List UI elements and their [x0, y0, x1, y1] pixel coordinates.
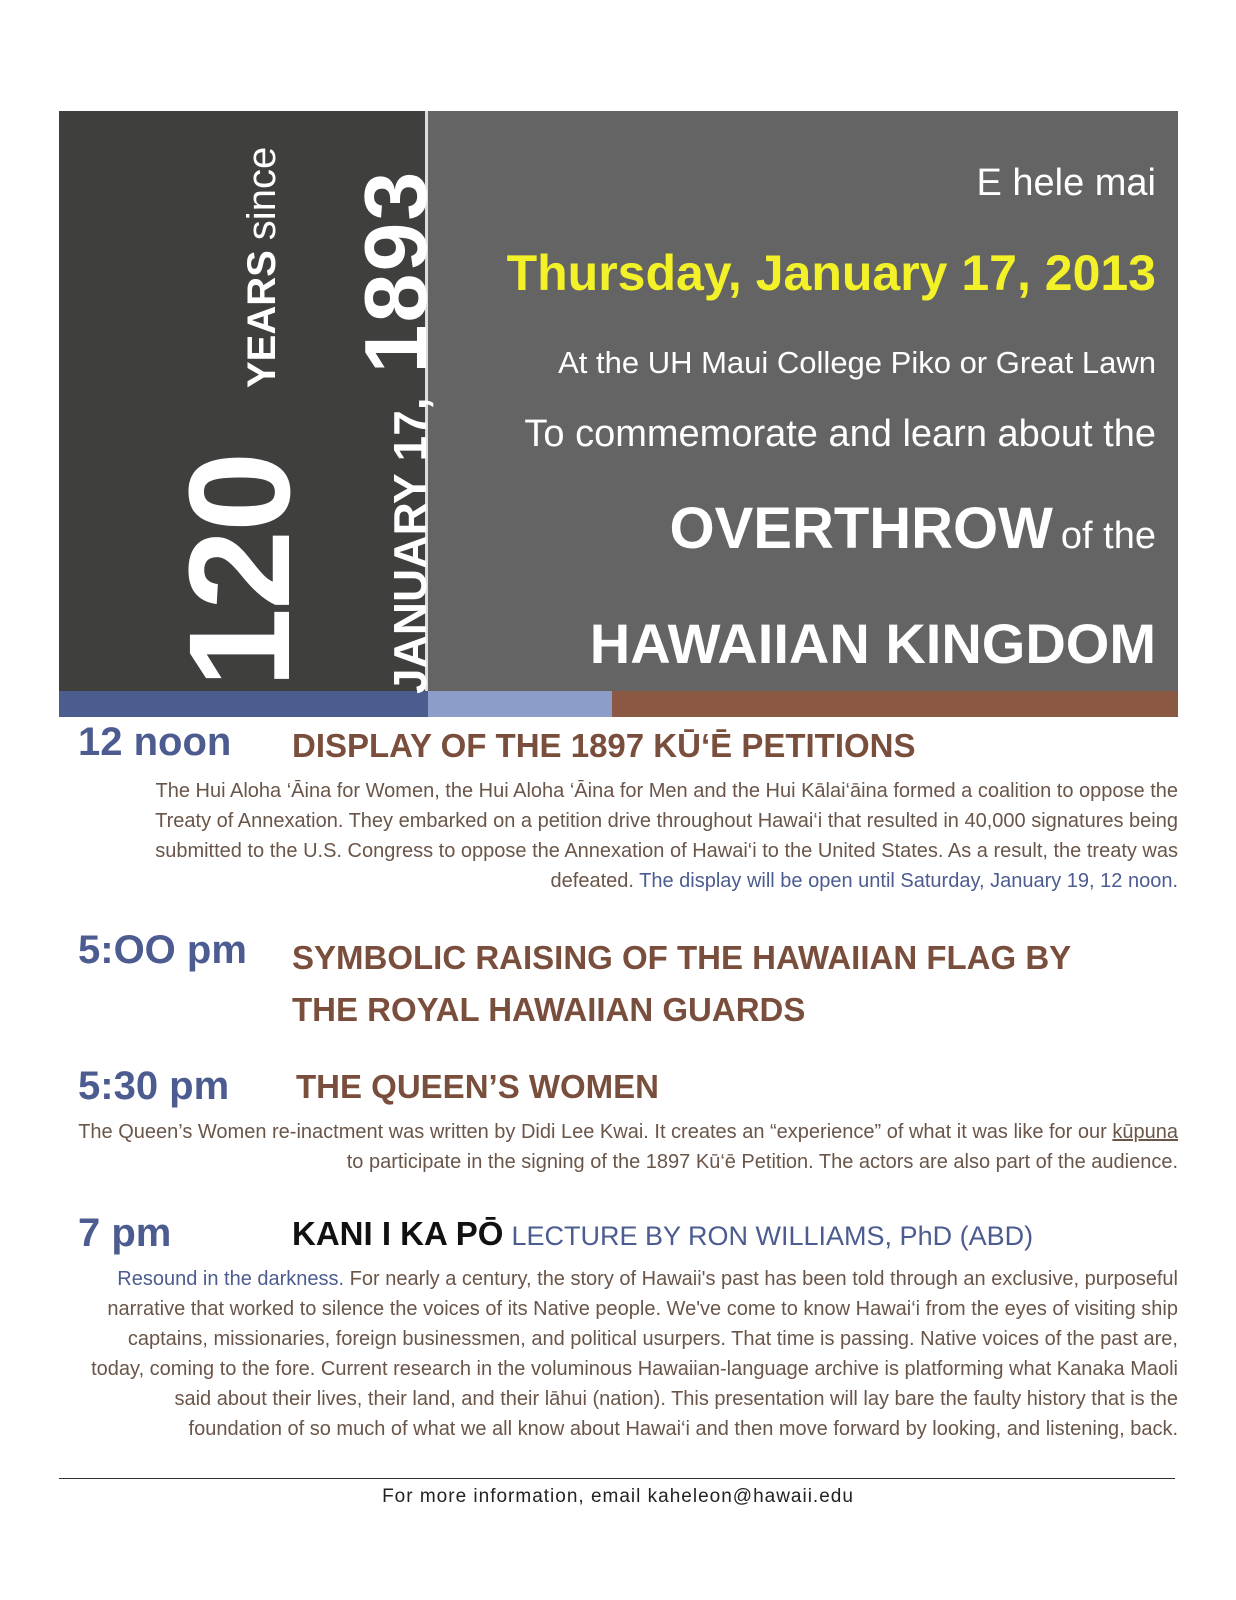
- lecture-subtitle: LECTURE BY RON WILLIAMS, PhD (ABD): [511, 1221, 1034, 1251]
- event-title: DISPLAY OF THE 1897 KŪ‘Ē PETITIONS: [292, 727, 916, 764]
- event-title-line: THE ROYAL HAWAIIAN GUARDS: [292, 991, 806, 1028]
- overthrow-word: OVERTHROW: [669, 496, 1053, 561]
- stripe-brown: [612, 691, 1178, 717]
- kupuna-underlined: kūpuna: [1112, 1121, 1178, 1143]
- event-description: [78, 1117, 1178, 1177]
- description-text: For nearly a century, the story of Hawaii's past has been told through an exclusive, purposeful narrative that worked to silence the voices of its Native people. We've come to know Hawai‘i from the eyes of visiting ship captains, missionaries, foreign businessmen, and political usurpers. That time is passing. Native voices of the past are, today, coming to the fore. Current research in the voluminous Hawaiian-language archive is platforming what Kanaka Maoli said about their lives, their land, and their lāhui (nation). This presentation will lay bare the faulty history that is the foundation of so much of what we all know about Hawai‘i and then move forward by looking, and listening, back.: [91, 1268, 1178, 1440]
- historic-date: [346, 169, 445, 694]
- years-word: YEARS: [240, 250, 284, 388]
- historic-year: 1893: [346, 169, 445, 374]
- years-number: 120: [159, 453, 320, 688]
- display-dates-note: The display will be open until Saturday, January 19, 12 noon.: [639, 870, 1178, 892]
- of-the-text: of the: [1060, 515, 1156, 557]
- event-time: 5:OO pm: [78, 928, 247, 972]
- event-time: 5:30 pm: [78, 1064, 230, 1108]
- historic-month-day: JANUARY 17,: [384, 397, 436, 694]
- footer-contact: For more information, email kaheleon@hawaii.edu: [382, 1486, 854, 1507]
- event-time: 7 pm: [78, 1211, 172, 1255]
- event-description: [78, 1264, 1178, 1444]
- event-title: THE QUEEN’S WOMEN: [296, 1068, 660, 1105]
- event-date: Thursday, January 17, 2013: [506, 245, 1156, 301]
- description-text: to participate in the signing of the 1897 Kū‘ē Petition. The actors are also part of the audience.: [346, 1151, 1178, 1173]
- description-text: The Queen’s Women re-inactment was written by Didi Lee Kwai. It creates an “experience” of what it was like for our: [78, 1121, 1113, 1143]
- description-text: The Hui Aloha ‘Āina for Women, the Hui Aloha ‘Āina for Men and the Hui Kālai‘āina formed a coalition to oppose the Treaty of Annexation. They embarked on a petition drive throughout Hawai‘i that resulted in 40,000 signatures being submitted to the U.S. Congress to oppose the Annexation of Hawai‘i to the United States. As a result, the treaty was defeated.: [155, 780, 1178, 892]
- since-word: since: [240, 146, 284, 241]
- event-purpose: To commemorate and learn about the: [524, 413, 1156, 455]
- event-title: [292, 932, 1071, 1036]
- event-title: [292, 1215, 1033, 1253]
- years-since-label: [242, 147, 282, 388]
- bottom-rule: [59, 1478, 1175, 1479]
- kingdom-heading: HAWAIIAN KINGDOM: [589, 612, 1156, 675]
- event-location: At the UH Maui College Piko or Great Lawn: [558, 345, 1156, 380]
- event-time: 12 noon: [78, 720, 232, 764]
- stripe-blue: [59, 691, 428, 717]
- stripe-light-blue: [428, 691, 612, 717]
- resound-phrase: Resound in the darkness.: [117, 1268, 345, 1290]
- greeting: E hele mai: [976, 162, 1156, 204]
- event-description: [98, 776, 1178, 896]
- event-title-line: SYMBOLIC RAISING OF THE HAWAIIAN FLAG BY: [292, 939, 1072, 976]
- overthrow-heading: [669, 495, 1156, 562]
- event-title-main: KANI I KA PŌ: [292, 1215, 504, 1252]
